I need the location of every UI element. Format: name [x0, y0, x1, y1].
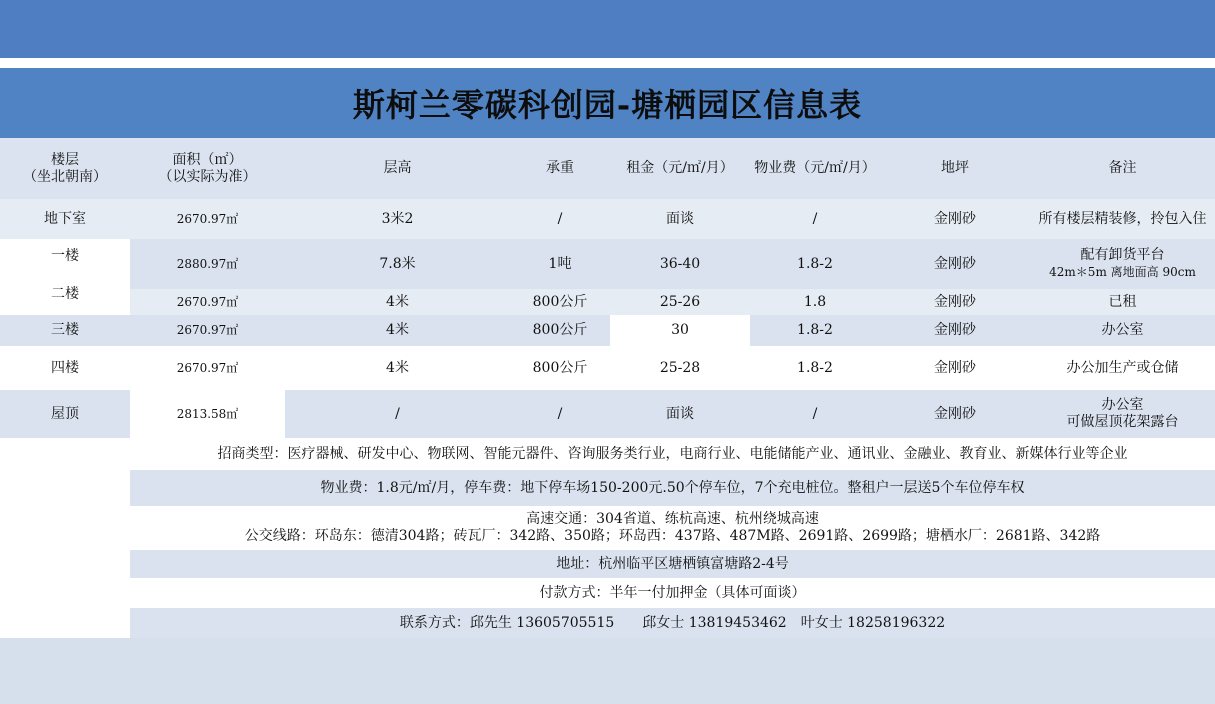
ground-cell: 金刚砂	[880, 390, 1030, 438]
mgmt-cell: 1.8-2	[750, 346, 880, 390]
floor-cell: 四楼	[0, 346, 130, 390]
rent-cell: 25-26	[610, 289, 750, 315]
highway-info: 高速交通：304省道、练杭高速、杭州绕城高速	[526, 511, 819, 527]
ground-cell: 金刚砂	[880, 346, 1030, 390]
area-cell: 2670.97㎡	[130, 315, 285, 346]
load-cell: /	[510, 199, 610, 239]
floor-cell: 三楼	[0, 315, 130, 346]
address-info: 地址：杭州临平区塘栖镇富塘路2-4号	[130, 550, 1215, 578]
ground-cell: 金刚砂	[880, 239, 1030, 289]
mgmt-cell: /	[750, 390, 880, 438]
floor-cell: 二楼	[0, 273, 130, 315]
bus-info: 公交线路：环岛东：德清304路；砖瓦厂：342路、350路；环岛西：437路、487M路、2691路、2699路；塘栖水厂：2681路、342路	[244, 528, 1101, 544]
floor-cell: 一楼	[0, 239, 130, 273]
transport-info	[130, 506, 1215, 550]
mgmt-cell: 1.8-2	[750, 315, 880, 346]
notes-cell	[1030, 390, 1215, 438]
page-title: 斯柯兰零碳科创园-塘栖园区信息表	[352, 86, 863, 124]
rent-cell: 30	[610, 315, 750, 346]
header-area-line1: 面积（㎡）	[172, 151, 243, 168]
height-cell: 4米	[285, 346, 510, 390]
notes-line: 42m＊5m 离地面高 90cm	[1049, 265, 1196, 279]
header-ground: 地坪	[880, 138, 1030, 199]
mgmt-cell: 1.8-2	[750, 239, 880, 289]
area-cell: 2813.58㎡	[130, 390, 285, 438]
area-cell: 2670.97㎡	[130, 346, 285, 390]
notes-line: 配有卸货平台	[1080, 247, 1165, 263]
header-floor-line2: （坐北朝南）	[23, 168, 107, 185]
info-table	[0, 138, 1215, 638]
height-cell: 4米	[285, 289, 510, 315]
rent-cell: 面谈	[610, 199, 750, 239]
notes-cell: 办公加生产或仓储	[1030, 346, 1215, 390]
header-area	[130, 138, 285, 199]
notes-line: 可做屋顶花架露台	[1066, 414, 1179, 430]
rent-cell: 25-28	[610, 346, 750, 390]
bottom-banner	[0, 638, 1215, 704]
load-cell: 800公斤	[510, 346, 610, 390]
ground-cell: 金刚砂	[880, 289, 1030, 315]
load-cell: 800公斤	[510, 289, 610, 315]
notes-cell: 办公室	[1030, 315, 1215, 346]
payment-info: 付款方式：半年一付加押金（具体可面谈）	[130, 578, 1215, 608]
mgmt-cell: /	[750, 199, 880, 239]
header-floor-line1: 楼层	[51, 151, 79, 168]
height-cell: /	[285, 390, 510, 438]
header-floor	[0, 138, 130, 199]
fees-info: 物业费：1.8元/㎡/月，停车费：地下停车场150-200元.50个停车位，7个充电桩位。整租户一层送5个车位停车权	[130, 470, 1215, 506]
contact-info: 联系方式：邱先生 13605705515 邱女士 13819453462 叶女士 18258196322	[130, 608, 1215, 638]
header-height: 层高	[285, 138, 510, 199]
header-rent: 租金（元/㎡/月）	[610, 138, 750, 199]
load-cell: 800公斤	[510, 315, 610, 346]
header-area-line2: （以实际为准）	[158, 168, 257, 185]
floor-cell: 屋顶	[0, 390, 130, 438]
title-bar	[0, 68, 1215, 138]
top-banner	[0, 0, 1215, 58]
height-cell: 3米2	[285, 199, 510, 239]
load-cell: /	[510, 390, 610, 438]
notes-cell: 已租	[1030, 289, 1215, 315]
ground-cell: 金刚砂	[880, 315, 1030, 346]
industries-info: 招商类型：医疗器械、研发中心、物联网、智能元器件、咨询服务类行业，电商行业、电能储能产业、通讯业、金融业、教育业、新媒体行业等企业	[130, 438, 1215, 470]
divider	[0, 58, 1215, 68]
area-cell: 2880.97㎡	[130, 239, 285, 289]
info-spacer	[0, 438, 130, 638]
notes-cell: 所有楼层精装修，拎包入住	[1030, 199, 1215, 239]
load-cell: 1吨	[510, 239, 610, 289]
floor-cell: 地下室	[0, 199, 130, 239]
area-cell: 2670.97㎡	[130, 289, 285, 315]
rent-cell: 面谈	[610, 390, 750, 438]
header-notes: 备注	[1030, 138, 1215, 199]
area-cell: 2670.97㎡	[130, 199, 285, 239]
mgmt-cell: 1.8	[750, 289, 880, 315]
header-mgmt: 物业费（元/㎡/月）	[750, 138, 880, 199]
notes-cell	[1030, 239, 1215, 289]
height-cell: 4米	[285, 315, 510, 346]
rent-cell: 36-40	[610, 239, 750, 289]
height-cell: 7.8米	[285, 239, 510, 289]
ground-cell: 金刚砂	[880, 199, 1030, 239]
notes-line: 办公室	[1101, 397, 1144, 413]
header-load: 承重	[510, 138, 610, 199]
